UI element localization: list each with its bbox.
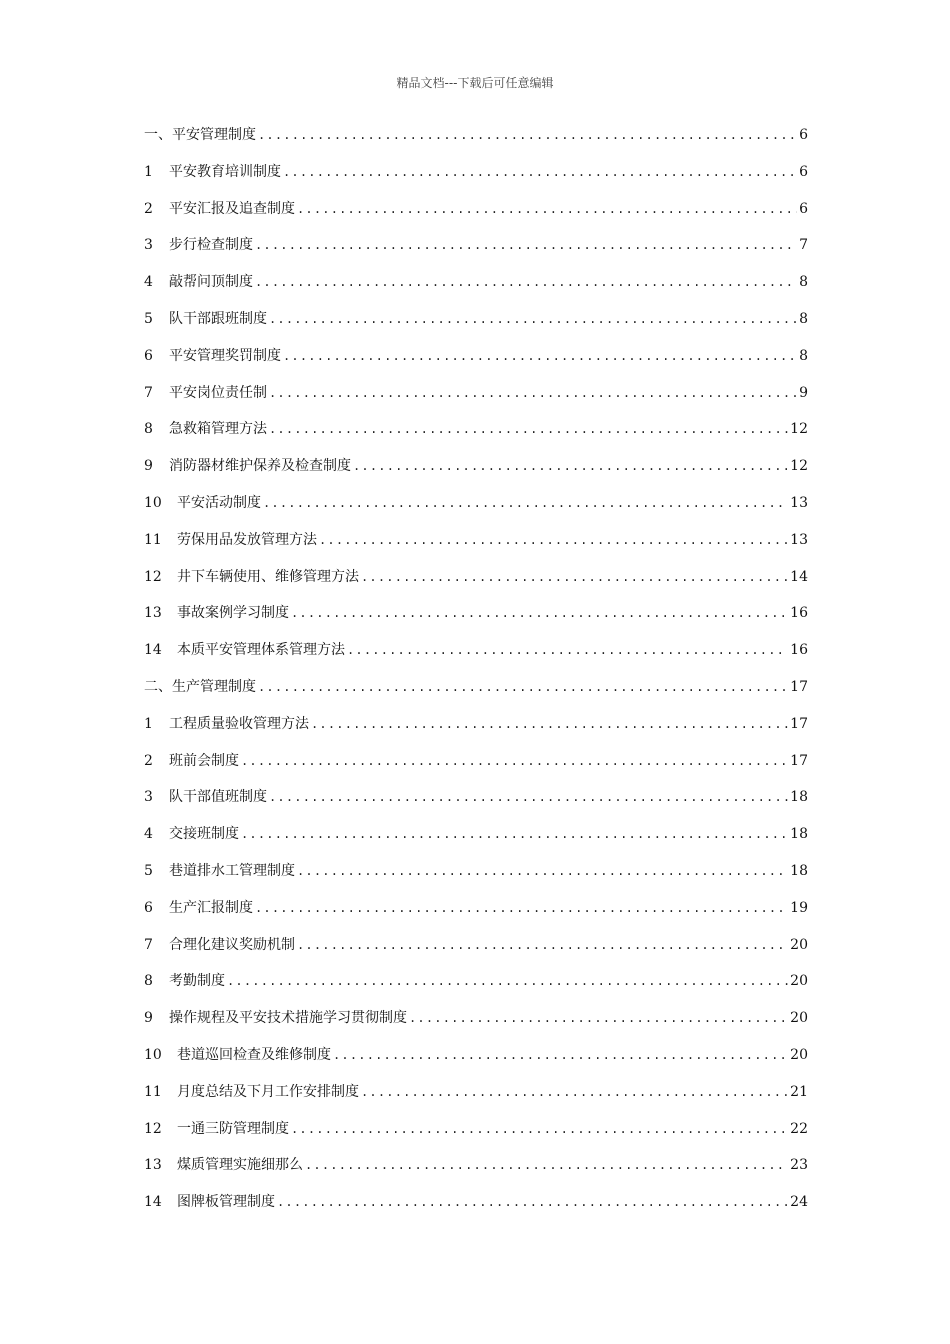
toc-leader-dots [361, 1085, 788, 1099]
toc-entry-number: 12 [144, 1120, 162, 1137]
toc-entry-title: 队干部值班制度 [169, 789, 267, 806]
toc-leader-dots [347, 643, 788, 657]
toc-leader-dots [255, 275, 797, 289]
toc-leader-dots [277, 1195, 788, 1209]
toc-entry-number: 11 [144, 1083, 162, 1100]
toc-leader-dots [305, 1158, 788, 1172]
toc-entry-title: 交接班制度 [169, 826, 239, 843]
toc-entry-page: 7 [799, 237, 808, 254]
toc-leader-dots [255, 901, 788, 915]
toc-entry-page: 24 [790, 1194, 808, 1211]
toc-entry [144, 639, 808, 676]
toc-entry-title: 煤质管理实施细那么 [177, 1157, 303, 1174]
toc-entry-number: 1 [144, 163, 153, 180]
toc-leader-dots [255, 238, 797, 252]
toc-entry-page: 17 [790, 715, 808, 732]
toc-entry-title: 平安管理奖罚制度 [169, 347, 281, 364]
toc-entry-number: 2 [144, 752, 153, 769]
toc-entry-title: 事故案例学习制度 [177, 605, 289, 622]
toc-leader-dots [311, 717, 788, 731]
toc-entry [144, 970, 808, 1007]
toc-entry [144, 1154, 808, 1191]
toc-entry [144, 786, 808, 823]
toc-entry-number: 6 [144, 899, 153, 916]
toc-entry-title: 班前会制度 [169, 752, 239, 769]
toc-entry-number: 10 [144, 494, 162, 511]
toc-entry [144, 750, 808, 787]
toc-entry [144, 823, 808, 860]
toc-entry-page: 20 [790, 973, 808, 990]
toc-entry-page: 16 [790, 642, 808, 659]
toc-leader-dots [361, 570, 788, 584]
toc-entry-number: 5 [144, 310, 153, 327]
toc-entry-number: 3 [144, 789, 153, 806]
toc-entry-title: 平安活动制度 [177, 494, 261, 511]
toc-entry-title: 操作规程及平安技术措施学习贯彻制度 [169, 1010, 407, 1027]
toc-entry [144, 934, 808, 971]
toc-entry-title: 工程质量验收管理方法 [169, 715, 309, 732]
toc-entry-title: 二、生产管理制度 [144, 678, 256, 695]
toc-entry-number: 8 [144, 421, 153, 438]
toc-entry-number: 4 [144, 826, 153, 843]
toc-leader-dots [269, 386, 797, 400]
toc-entry-title: 平安教育培训制度 [169, 163, 281, 180]
toc-leader-dots [409, 1011, 788, 1025]
toc-entry-number: 14 [144, 1194, 162, 1211]
toc-entry [144, 1007, 808, 1044]
toc-entry-page: 20 [790, 936, 808, 953]
toc-entry-number: 7 [144, 936, 153, 953]
toc-leader-dots [269, 422, 788, 436]
toc-entry [144, 1081, 808, 1118]
toc-entry-page: 9 [799, 384, 808, 401]
toc-entry-page: 14 [790, 568, 808, 585]
toc-entry [144, 345, 808, 382]
toc-entry-page: 19 [790, 899, 808, 916]
toc-entry-page: 6 [799, 200, 808, 217]
toc-entry-title: 平安汇报及追查制度 [169, 200, 295, 217]
toc-entry-number: 2 [144, 200, 153, 217]
toc-leader-dots [297, 202, 797, 216]
toc-entry-number: 6 [144, 347, 153, 364]
toc-entry-title: 消防器材维护保养及检查制度 [169, 458, 351, 475]
toc-entry [144, 234, 808, 271]
toc-entry-page: 18 [790, 789, 808, 806]
toc-entry-number: 13 [144, 605, 162, 622]
toc-entry-number: 11 [144, 531, 162, 548]
toc-leader-dots [283, 165, 797, 179]
toc-leader-dots [297, 938, 788, 952]
toc-entry-title: 巷道巡回检查及维修制度 [177, 1046, 331, 1063]
toc-entry [144, 897, 808, 934]
toc-entry-page: 8 [799, 310, 808, 327]
toc-entry [144, 1118, 808, 1155]
toc-leader-dots [353, 459, 788, 473]
toc-entry-title: 一通三防管理制度 [177, 1120, 289, 1137]
toc-leader-dots [263, 496, 788, 510]
toc-entry-number: 8 [144, 973, 153, 990]
toc-entry-page: 6 [799, 163, 808, 180]
toc-leader-dots [241, 827, 788, 841]
toc-entry-title: 劳保用品发放管理方法 [177, 531, 317, 548]
toc-entry-page: 12 [790, 458, 808, 475]
toc-entry-page: 16 [790, 605, 808, 622]
toc-entry-page: 8 [799, 274, 808, 291]
toc-entry-title: 井下车辆使用、维修管理方法 [177, 568, 359, 585]
toc-entry-number: 3 [144, 237, 153, 254]
toc-entry-number: 5 [144, 862, 153, 879]
toc-entry-number: 1 [144, 715, 153, 732]
toc-leader-dots [291, 1122, 788, 1136]
toc-entry-number: 9 [144, 458, 153, 475]
toc-entry-page: 18 [790, 826, 808, 843]
toc-entry-title: 一、平安管理制度 [144, 127, 256, 143]
toc-entry-page: 17 [790, 678, 808, 695]
toc-entry-title: 巷道排水工管理制度 [169, 862, 295, 879]
toc-entry-title: 本质平安管理体系管理方法 [177, 642, 345, 659]
toc-entry-page: 22 [790, 1120, 808, 1137]
toc-leader-dots [269, 312, 797, 326]
toc-entry-page: 13 [790, 494, 808, 511]
toc-leader-dots [258, 128, 797, 142]
toc-entry-title: 合理化建议奖励机制 [169, 936, 295, 953]
toc-entry-title: 生产汇报制度 [169, 899, 253, 916]
toc-leader-dots [258, 680, 788, 694]
toc-entry-title: 考勤制度 [169, 973, 225, 990]
toc-entry [144, 1191, 808, 1228]
toc-entry-number: 7 [144, 384, 153, 401]
toc-entry-number: 13 [144, 1157, 162, 1174]
toc-entry [144, 602, 808, 639]
toc-entry [144, 860, 808, 897]
toc-entry-page: 8 [799, 347, 808, 364]
toc-entry-title: 月度总结及下月工作安排制度 [177, 1083, 359, 1100]
toc-entry-page: 13 [790, 531, 808, 548]
toc-leader-dots [269, 790, 788, 804]
toc-entry [144, 161, 808, 198]
toc-entry-page: 18 [790, 862, 808, 879]
toc-entry [144, 492, 808, 529]
toc-entry-number: 10 [144, 1046, 162, 1063]
page-header: 精品文档---下载后可任意编辑 [396, 76, 554, 90]
toc-entry [144, 676, 808, 713]
toc-entry [144, 308, 808, 345]
toc-leader-dots [333, 1048, 788, 1062]
toc-entry-page: 17 [790, 752, 808, 769]
toc-leader-dots [241, 754, 788, 768]
toc-entry [144, 124, 808, 161]
toc-entry [144, 1044, 808, 1081]
toc-entry-page: 12 [790, 421, 808, 438]
toc-entry [144, 529, 808, 566]
table-of-contents [144, 124, 808, 1228]
toc-entry-page: 6 [799, 127, 808, 143]
toc-entry-number: 14 [144, 642, 162, 659]
toc-entry-page: 20 [790, 1010, 808, 1027]
toc-entry-title: 平安岗位责任制 [169, 384, 267, 401]
toc-entry [144, 271, 808, 308]
toc-leader-dots [297, 864, 788, 878]
toc-leader-dots [291, 606, 788, 620]
toc-entry-page: 21 [790, 1083, 808, 1100]
toc-entry [144, 418, 808, 455]
toc-entry [144, 455, 808, 492]
toc-entry-title: 急救箱管理方法 [169, 421, 267, 438]
toc-entry-title: 敲帮问顶制度 [169, 274, 253, 291]
toc-entry [144, 713, 808, 750]
toc-entry-number: 9 [144, 1010, 153, 1027]
toc-entry-number: 4 [144, 274, 153, 291]
toc-leader-dots [319, 533, 788, 547]
toc-entry [144, 382, 808, 419]
toc-entry [144, 566, 808, 603]
toc-entry-title: 步行检查制度 [169, 237, 253, 254]
toc-leader-dots [283, 349, 797, 363]
toc-entry-page: 20 [790, 1046, 808, 1063]
toc-leader-dots [227, 974, 788, 988]
toc-entry-page: 23 [790, 1157, 808, 1174]
toc-entry-number: 12 [144, 568, 162, 585]
toc-entry [144, 198, 808, 235]
toc-entry-title: 图牌板管理制度 [177, 1194, 275, 1211]
toc-entry-title: 队干部跟班制度 [169, 310, 267, 327]
